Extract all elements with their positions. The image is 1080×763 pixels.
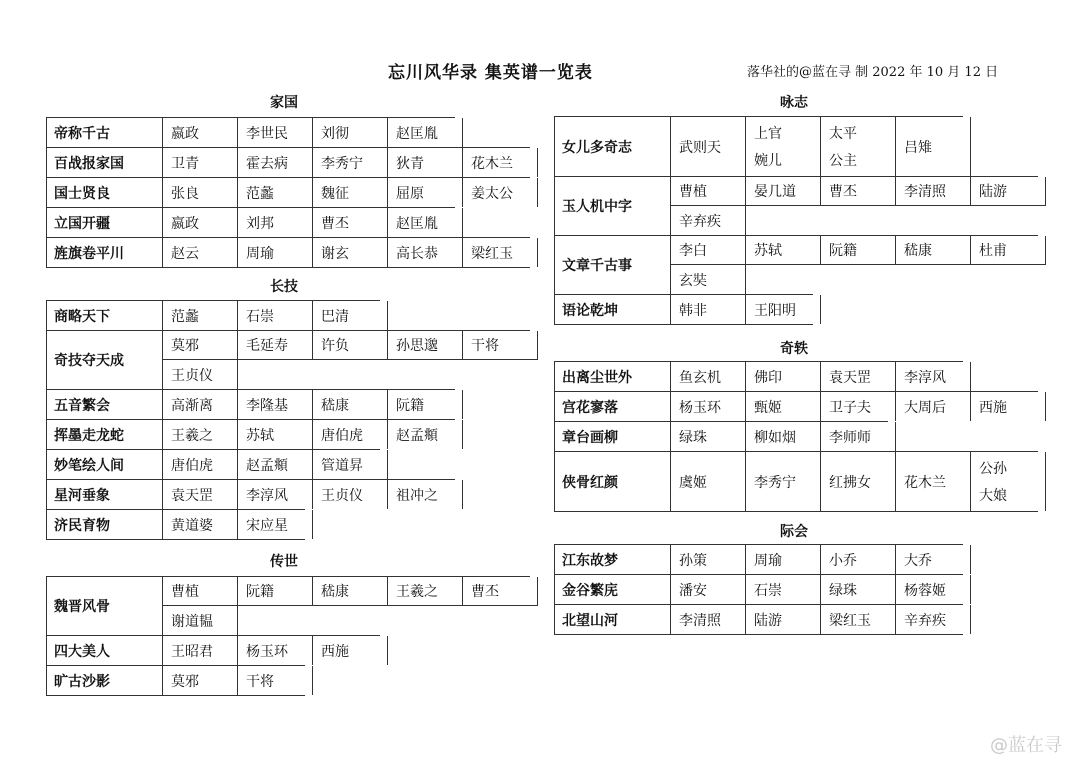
character-cell: 高长恭 [388,238,463,267]
character-cell: 花木兰 [463,148,538,177]
category-table [554,361,1034,512]
character-cell: 韩非 [671,295,746,324]
character-cell: 李淳风 [238,480,313,509]
character-cell: 赵匡胤 [388,118,463,147]
category-name: 出离尘世外 [555,362,671,391]
character-cell: 干将 [238,666,313,695]
character-cell: 赵云 [163,238,238,267]
character-cell: 谢道韫 [163,606,238,635]
character-cell: 魏征 [313,178,388,207]
category-name: 北望山河 [555,605,671,634]
character-cell: 周瑜 [238,238,313,267]
character-cell: 狄青 [388,148,463,177]
category-name: 玉人机中字 [555,177,671,235]
character-cell: 李秀宁 [313,148,388,177]
category-table [46,300,526,540]
category-name: 国士贤良 [47,178,163,207]
character-cell: 梁红玉 [821,605,896,634]
character-cell: 黄道婆 [163,510,238,539]
character-cell: 苏轼 [238,420,313,449]
table-row [46,419,455,449]
character-cell: 嬴政 [163,118,238,147]
character-cell: 宋应星 [238,510,313,539]
category-name: 文章千古事 [555,236,671,294]
character-cell: 吕雉 [896,117,971,176]
category-table [46,576,526,696]
category-name: 章台画柳 [555,422,671,451]
section-title: 传世 [270,554,298,570]
character-cell: 屈原 [388,178,463,207]
character-cell: 石崇 [238,301,313,330]
character-cell: 杨玉环 [238,636,313,665]
table-row [46,665,305,696]
table-row [554,544,963,574]
character-cell: 嵇康 [313,390,388,419]
table-row [554,604,963,635]
table-row [554,421,888,451]
character-cell: 王昭君 [163,636,238,665]
character-cell: 袁天罡 [163,480,238,509]
character-cell: 梁红玉 [463,238,538,267]
table-row [46,177,530,207]
section-title: 奇轶 [780,341,808,357]
character-cell: 姜太公 [463,178,538,207]
category-name: 旌旗卷平川 [47,238,163,267]
category-table [46,117,526,268]
table-row [554,235,1038,294]
character-cell: 王羲之 [388,577,463,606]
character-cell: 毛延寿 [238,331,313,360]
character-cell: 石崇 [746,575,821,604]
character-cell: 许负 [313,331,388,360]
character-cell: 绿珠 [821,575,896,604]
character-cell: 王贞仪 [163,360,238,389]
category-name: 立国开疆 [47,208,163,237]
character-cell: 李清照 [896,177,971,206]
character-cell: 巴清 [313,301,388,330]
character-cell: 范蠡 [163,301,238,330]
character-cell: 管道昇 [313,450,388,479]
character-cell: 谢玄 [313,238,388,267]
character-cell: 曹植 [671,177,746,206]
character-cell: 李师师 [821,422,896,451]
character-cell: 刘彻 [313,118,388,147]
character-cell: 唐伯虎 [313,420,388,449]
character-cell: 杨玉环 [671,392,746,421]
character-cell: 太平 公主 [821,117,896,176]
table-row [46,117,455,147]
character-cell: 杨蓉姬 [896,575,971,604]
character-cell: 佛印 [746,362,821,391]
character-cell: 李白 [671,236,746,265]
character-cell: 唐伯虎 [163,450,238,479]
character-cell: 霍去病 [238,148,313,177]
category-name: 四大美人 [47,636,163,665]
section-title: 咏志 [780,95,808,111]
table-row [554,451,1038,512]
character-cell: 王阳明 [746,295,821,324]
character-cell: 苏轼 [746,236,821,265]
character-cell: 孙策 [671,545,746,574]
character-cell: 花木兰 [896,452,971,511]
category-name: 济民育物 [47,510,163,539]
table-row [554,574,963,604]
category-name: 女儿多奇志 [555,117,671,176]
character-cell: 李淳风 [896,362,971,391]
table-row [46,449,380,479]
category-name: 商略天下 [47,301,163,330]
character-cell: 小乔 [821,545,896,574]
character-cell: 大周后 [896,392,971,421]
character-cell: 曹丕 [821,177,896,206]
character-cell: 辛弃疾 [671,206,746,235]
table-row [46,300,380,330]
table-row [554,116,963,176]
character-cell: 甄姬 [746,392,821,421]
character-cell: 柳如烟 [746,422,821,451]
character-cell: 晏几道 [746,177,821,206]
character-cell: 李清照 [671,605,746,634]
table-row [46,147,530,177]
category-name: 语论乾坤 [555,295,671,324]
character-cell: 赵孟頫 [388,420,463,449]
character-cell: 辛弃疾 [896,605,971,634]
character-cell: 王羲之 [163,420,238,449]
table-row [46,635,380,665]
category-name: 魏晋风骨 [47,577,163,635]
character-cell: 莫邪 [163,666,238,695]
character-cell: 刘邦 [238,208,313,237]
table-row [46,237,530,268]
character-cell: 干将 [463,331,538,360]
table-row [554,391,1038,421]
character-cell: 赵孟頫 [238,450,313,479]
character-cell: 上官 婉儿 [746,117,821,176]
character-cell: 嵇康 [896,236,971,265]
category-name: 妙笔绘人间 [47,450,163,479]
character-cell: 红拂女 [821,452,896,511]
category-name: 帝称千古 [47,118,163,147]
character-cell: 大乔 [896,545,971,574]
character-cell: 嬴政 [163,208,238,237]
character-cell: 袁天罡 [821,362,896,391]
category-table [554,544,1034,635]
character-cell: 嵇康 [313,577,388,606]
character-cell: 王贞仪 [313,480,388,509]
character-cell: 虞姬 [671,452,746,511]
character-cell: 陆游 [971,177,1046,206]
table-row [46,330,530,389]
character-cell: 李世民 [238,118,313,147]
category-name: 五音繁会 [47,390,163,419]
weibo-watermark: @蓝在寻 [990,735,1062,756]
category-name: 江东故梦 [555,545,671,574]
section-title: 际会 [780,524,808,540]
character-cell: 赵匡胤 [388,208,463,237]
category-name: 宫花寥落 [555,392,671,421]
category-name: 百战报家国 [47,148,163,177]
character-cell: 阮籍 [238,577,313,606]
category-table [554,116,1034,325]
table-row [46,389,455,419]
table-row [554,361,963,391]
category-name: 金谷繁庑 [555,575,671,604]
character-cell: 卫子夫 [821,392,896,421]
category-name: 挥墨走龙蛇 [47,420,163,449]
table-row [46,576,530,635]
character-cell: 公孙 大娘 [971,452,1046,511]
character-cell: 阮籍 [388,390,463,419]
character-cell: 西施 [313,636,388,665]
character-cell: 曹丕 [463,577,538,606]
table-row [46,479,455,509]
category-name: 侠骨红颜 [555,452,671,511]
credit-line: 落华社的@蓝在寻 制 2022 年 10 月 12 日 [747,65,999,80]
character-cell: 张良 [163,178,238,207]
section-title: 长技 [270,279,298,295]
character-cell: 阮籍 [821,236,896,265]
table-row [46,509,305,540]
character-cell: 莫邪 [163,331,238,360]
character-cell: 高渐离 [163,390,238,419]
character-cell: 曹丕 [313,208,388,237]
character-cell: 祖冲之 [388,480,463,509]
character-cell: 范蠡 [238,178,313,207]
character-cell: 李隆基 [238,390,313,419]
character-cell: 周瑜 [746,545,821,574]
character-cell: 西施 [971,392,1046,421]
section-title: 家国 [270,95,298,111]
character-cell: 潘安 [671,575,746,604]
category-name: 星河垂象 [47,480,163,509]
character-cell: 陆游 [746,605,821,634]
table-row [554,294,813,325]
character-cell: 李秀宁 [746,452,821,511]
character-cell: 卫青 [163,148,238,177]
character-cell: 曹植 [163,577,238,606]
category-name: 旷古沙影 [47,666,163,695]
character-cell: 玄奘 [671,265,746,294]
table-row [46,207,455,237]
character-cell: 鱼玄机 [671,362,746,391]
table-row [554,176,1038,235]
character-cell: 孙思邈 [388,331,463,360]
character-cell: 绿珠 [671,422,746,451]
category-name: 奇技夺天成 [47,331,163,389]
character-cell: 武则天 [671,117,746,176]
character-cell: 杜甫 [971,236,1046,265]
page-title: 忘川风华录 集英谱一览表 [388,63,593,83]
